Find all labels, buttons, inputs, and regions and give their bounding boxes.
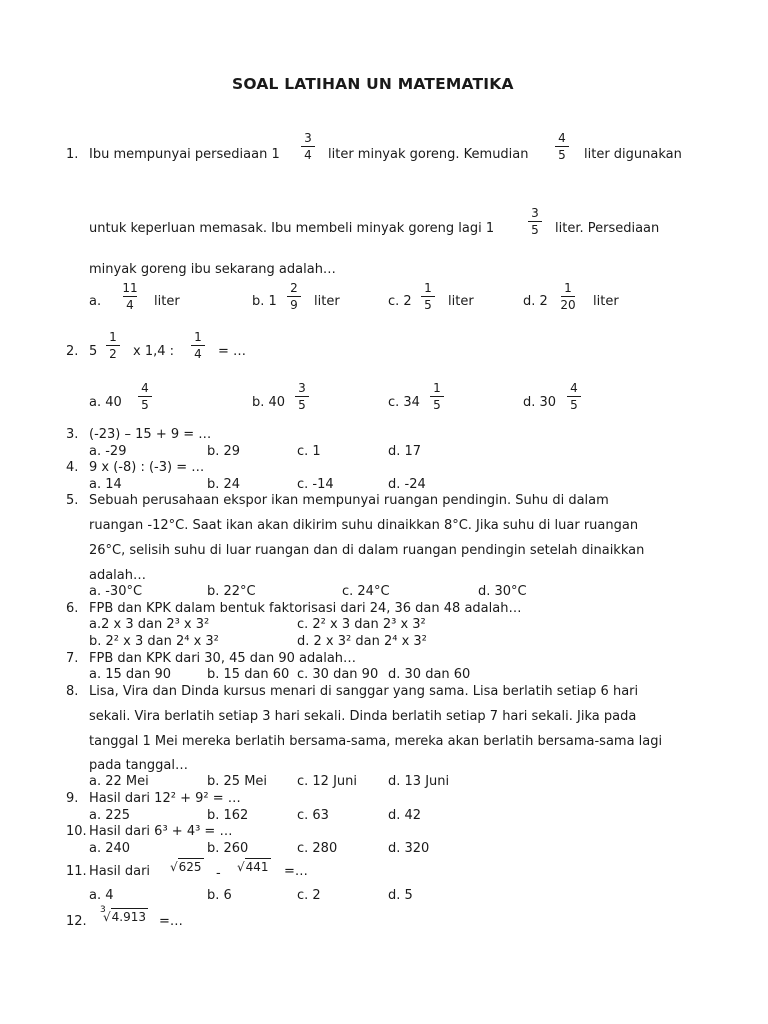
fraction: 1 2 xyxy=(101,329,125,362)
question-text: adalah… xyxy=(89,568,147,583)
option-c: c. 2 xyxy=(388,294,412,309)
option-b: b. 29 xyxy=(207,444,241,459)
option-d: d. 320 xyxy=(388,841,430,856)
question-number: 7. xyxy=(66,651,79,666)
question-text: pada tanggal… xyxy=(89,758,188,773)
question-text: liter minyak goreng. Kemudian xyxy=(328,147,529,162)
option-a: a. 4 xyxy=(89,888,114,903)
question-text: tanggal 1 Mei mereka berlatih bersama-sama, mereka akan berlatih bersama-sama lagi xyxy=(89,734,663,749)
question-text: = … xyxy=(218,344,247,359)
fraction: 3 5 xyxy=(290,380,314,413)
question-text: minyak goreng ibu sekarang adalah… xyxy=(89,262,336,277)
fraction: 2 9 xyxy=(282,280,306,313)
fraction: 1 20 xyxy=(560,281,576,312)
question-text: Sebuah perusahaan ekspor ikan mempunyai ruangan pendingin. Suhu di dalam xyxy=(89,493,609,508)
question-text: Hasil dari 12² + 9² = … xyxy=(89,791,241,806)
fraction: 1 4 xyxy=(186,329,210,362)
option-b: b. 40 xyxy=(252,395,286,410)
option-b: b. 24 xyxy=(207,477,241,492)
question-text: Ibu mempunyai persediaan 1 xyxy=(89,147,280,162)
option-d: d. 30°C xyxy=(478,584,527,599)
fraction: 4 5 xyxy=(550,130,574,163)
question-number: 11. xyxy=(66,864,87,879)
question-text: 5 xyxy=(89,344,98,359)
square-root: √441 xyxy=(237,860,269,874)
question-text: Hasil dari 6³ + 4³ = … xyxy=(89,824,233,839)
option-d: d. 5 xyxy=(388,888,413,903)
option-c: c. 30 dan 90 xyxy=(297,667,379,682)
option-b: b. 1 xyxy=(252,294,277,309)
question-text: FPB dan KPK dalam bentuk faktorisasi dari 24, 36 dan 48 adalah… xyxy=(89,601,522,616)
option-a: a. 14 xyxy=(89,477,122,492)
option-d: d. 30 xyxy=(523,395,557,410)
option-c: c. 12 Juni xyxy=(297,774,358,789)
cube-root: √4.913 xyxy=(103,910,147,924)
question-number: 9. xyxy=(66,791,79,806)
fraction: 4 5 xyxy=(562,380,586,413)
option-d: d. 2 xyxy=(523,294,548,309)
question-text: 26°C, selisih suhu di luar ruangan dan di dalam ruangan pendingin setelah dinaikkan xyxy=(89,543,645,558)
option-b: b. 6 xyxy=(207,888,232,903)
radical-icon: √ xyxy=(170,860,178,874)
option-a: a. -29 xyxy=(89,444,127,459)
option-b: b. 260 xyxy=(207,841,249,856)
option-d: d. 30 dan 60 xyxy=(388,667,471,682)
option-d: d. 17 xyxy=(388,444,422,459)
question-text: ruangan -12°C. Saat ikan akan dikirim suhu dinaikkan 8°C. Jika suhu di luar ruangan xyxy=(89,518,639,533)
option-a: a. 40 xyxy=(89,395,122,410)
option-c: c. -14 xyxy=(297,477,334,492)
option-a: a. -30°C xyxy=(89,584,143,599)
question-text: =… xyxy=(159,914,183,929)
question-text: Hasil dari xyxy=(89,864,151,879)
option-c: c. 34 xyxy=(388,395,420,410)
option-c: c. 1 xyxy=(297,444,321,459)
option-a: a. 15 dan 90 xyxy=(89,667,172,682)
option-unit: liter xyxy=(593,294,619,309)
option-b: b. 22°C xyxy=(207,584,256,599)
option-d: d. 13 Juni xyxy=(388,774,450,789)
radical-icon: √ xyxy=(103,910,111,924)
square-root: √625 xyxy=(170,860,202,874)
option-a: a. xyxy=(89,294,102,309)
fraction: 3 5 xyxy=(523,205,547,238)
root-index: 3 xyxy=(100,905,106,915)
option-b: b. 2² x 3 dan 2⁴ x 3² xyxy=(89,634,219,649)
question-text: Lisa, Vira dan Dinda kursus menari di sanggar yang sama. Lisa berlatih setiap 6 hari xyxy=(89,684,639,699)
option-c: c. 63 xyxy=(297,808,329,823)
question-number: 2. xyxy=(66,344,79,359)
option-d: d. -24 xyxy=(388,477,426,492)
option-a: a. 22 Mei xyxy=(89,774,149,789)
question-text: FPB dan KPK dari 30, 45 dan 90 adalah… xyxy=(89,651,357,666)
question-number: 10. xyxy=(66,824,87,839)
option-b: b. 162 xyxy=(207,808,249,823)
question-text: x 1,4 : xyxy=(133,344,175,359)
question-text: liter digunakan xyxy=(584,147,682,162)
question-number: 6. xyxy=(66,601,79,616)
option-c: c. 24°C xyxy=(342,584,390,599)
option-a: a. 240 xyxy=(89,841,131,856)
option-b: b. 25 Mei xyxy=(207,774,268,789)
fraction: 4 5 xyxy=(133,380,157,413)
question-text: liter. Persediaan xyxy=(555,221,660,236)
question-number: 12. xyxy=(66,914,87,929)
fraction: 11 4 xyxy=(122,281,138,312)
option-c: c. 2² x 3 dan 2³ x 3² xyxy=(297,617,426,632)
fraction: 1 5 xyxy=(425,380,449,413)
question-text: sekali. Vira berlatih setiap 3 hari sekali. Dinda berlatih setiap 7 hari sekali. Jika pada xyxy=(89,709,637,724)
option-d: d. 42 xyxy=(388,808,422,823)
option-a: a. 225 xyxy=(89,808,131,823)
question-number: 5. xyxy=(66,493,79,508)
question-text: 9 x (-8) : (-3) = … xyxy=(89,460,205,475)
minus-sign: - xyxy=(216,866,221,881)
option-unit: liter xyxy=(448,294,474,309)
option-c: c. 2 xyxy=(297,888,321,903)
question-number: 4. xyxy=(66,460,79,475)
option-unit: liter xyxy=(314,294,340,309)
fraction: 1 5 xyxy=(416,280,440,313)
question-number: 8. xyxy=(66,684,79,699)
page-title: SOAL LATIHAN UN MATEMATIKA xyxy=(232,75,514,93)
option-b: b. 15 dan 60 xyxy=(207,667,290,682)
question-number: 3. xyxy=(66,427,79,442)
question-text: untuk keperluan memasak. Ibu membeli minyak goreng lagi 1 xyxy=(89,221,495,236)
question-text: (-23) – 15 + 9 = … xyxy=(89,427,212,442)
fraction: 3 4 xyxy=(296,130,320,163)
question-text: =… xyxy=(284,864,308,879)
option-a: a.2 x 3 dan 2³ x 3² xyxy=(89,617,210,632)
question-number: 1. xyxy=(66,147,79,162)
option-d: d. 2 x 3² dan 2⁴ x 3² xyxy=(297,634,427,649)
radical-icon: √ xyxy=(237,860,245,874)
option-unit: liter xyxy=(154,294,180,309)
option-c: c. 280 xyxy=(297,841,338,856)
